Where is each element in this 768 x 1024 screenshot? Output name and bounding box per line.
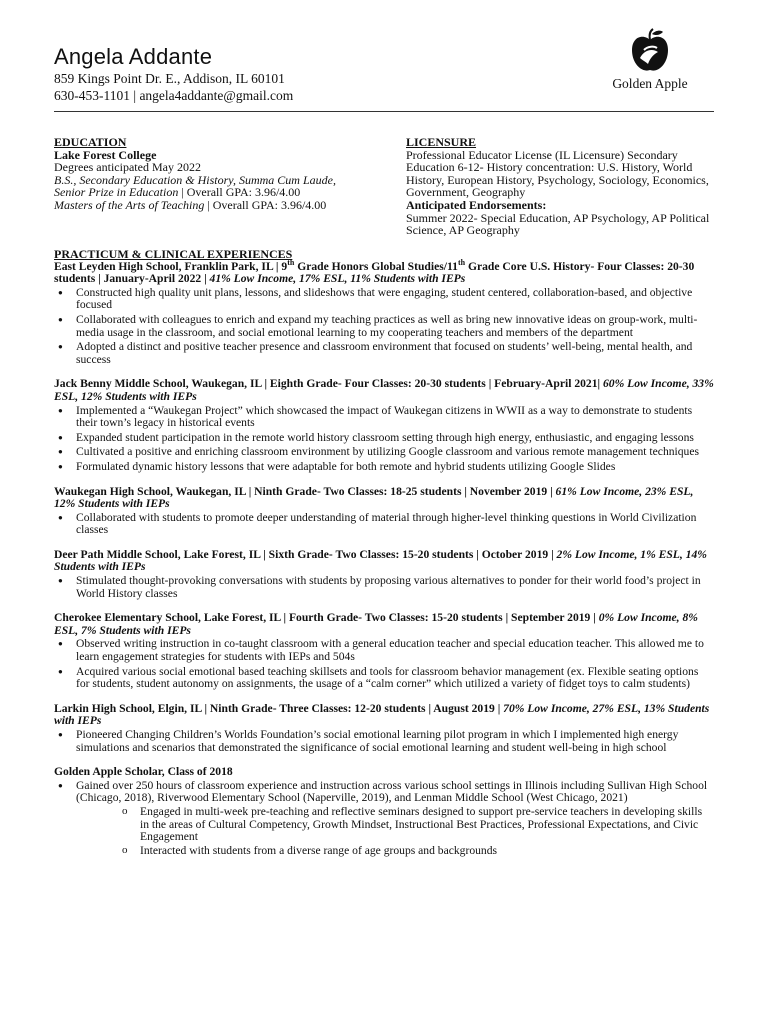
bullet-item: ● Acquired various social emotional based teaching skillsets and tools for classroom behavior management (ex. Flexible seating options for students, student autonomy on assignments, the usage of a “calm corner” which utilized a variety of fidget toys to calm students): [54, 666, 714, 691]
licensure-section: [406, 136, 716, 237]
experience-stats: 70% Low Income, 27% ESL, 13% Students with IEPs: [54, 701, 710, 728]
bullet-item: ● Collaborated with students to promote deeper understanding of material through higher-level thinking questions in World Civilization classes: [54, 512, 714, 537]
bullet-item: ● Cultivated a positive and enriching classroom environment by utilizing Google classroom and various remote management techniques: [54, 446, 714, 459]
experience-heading: [54, 486, 714, 511]
heading-part: Larkin High School, Elgin, IL | Ninth Grade- Three Classes: 12-20 students | August 2019 |: [54, 701, 504, 715]
sub-bullet-list: [76, 806, 714, 857]
golden-apple-logo: [600, 28, 700, 100]
licensure-title: LICENSURE: [406, 135, 477, 149]
address: 859 Kings Point Dr. E., Addison, IL 60101: [54, 71, 285, 86]
experience-heading: [54, 703, 714, 728]
heading-sup: th: [457, 257, 466, 267]
apple-icon: [630, 28, 670, 74]
bullet-item: ● Constructed high quality unit plans, lessons, and slideshows that were engaging, student centered, collaboration-based, and objective focused: [54, 287, 714, 312]
bullet-item: ● Observed writing instruction in co-taught classroom with a general education teacher and special education teacher. This allowed me to learn engagement strategies for students with IEPs and 504s: [54, 638, 714, 663]
experience-stats: 0% Low Income, 8% ESL, 7% Students with IEPs: [54, 611, 698, 637]
heading-part: East Leyden High School, Franklin Park, IL | 9: [54, 259, 288, 273]
experience-entry: [54, 378, 714, 473]
endorsements-label: Anticipated Endorsements:: [406, 197, 547, 212]
bullet-item: ● Expanded student participation in the remote world history classroom setting through high energy, enthusiastic, and engaging lessons: [54, 432, 714, 445]
contact-block: [54, 70, 293, 104]
bullet-item: ● Adopted a distinct and positive teacher presence and classroom environment that focused on students’ well-being, mental health, and success: [54, 341, 714, 366]
practicum-title: PRACTICUM & CLINICAL EXPERIENCES: [54, 247, 293, 261]
bullet-list: [54, 405, 714, 474]
experience-entry: [54, 549, 714, 600]
heading-part: Grade Honors Global Studies/11: [294, 259, 458, 273]
education-gpa2: | Overall GPA: 3.96/4.00: [204, 197, 327, 212]
sub-bullet-item: o Engaged in multi-week pre-teaching and reflective seminars designed to support pre-service teachers in developing skills in the areas of Cultural Competency, Growth Mindset, Instructional Best Practices, Professional Expectations, and Civic Engagement: [76, 806, 714, 844]
bullet-item: [54, 780, 714, 858]
experience-heading: [54, 257, 714, 286]
education-title: EDUCATION: [54, 135, 127, 149]
experience-heading: [54, 378, 714, 403]
education-school: Lake Forest College: [54, 147, 157, 162]
experience-entry: [54, 612, 714, 691]
heading-sup: th: [287, 257, 295, 267]
heading-part: Grade Core U.S. History- Four Classes: 20-30 students | January-April 2022 |: [54, 259, 695, 286]
bullet-item: ● Stimulated thought-provoking conversations with students by proposing various alternatives to ponder for their world food’s project in World History classes: [54, 575, 714, 600]
education-degree2: Masters of the Arts of Teaching: [54, 197, 205, 212]
heading-part: Deer Path Middle School, Lake Forest, IL | Sixth Grade- Two Classes: 15-20 students | October 2019 |: [54, 547, 557, 561]
logo-text: Golden Apple: [612, 76, 688, 91]
sub-bullet-item: o Interacted with students from a diverse range of age groups and backgrounds: [76, 845, 714, 858]
education-prize: Senior Prize in Education: [54, 185, 179, 200]
heading-part: Jack Benny Middle School, Waukegan, IL | Eighth Grade- Four Classes: 20-30 students | February-April 2021|: [54, 377, 603, 391]
candidate-name: Angela Addante: [54, 44, 213, 69]
practicum-section: [54, 248, 714, 869]
endorsements-text: Summer 2022- Special Education, AP Psychology, AP Political Science, AP Geography: [406, 210, 710, 238]
experience-entry: [54, 486, 714, 537]
bullet-item: ● Pioneered Changing Children’s Worlds Foundation’s social emotional learning pilot program in which I implemented high energy simulations and scenarios that demonstrated the significance of social emotional learning and student well-being in high school: [54, 729, 714, 754]
experience-entry: [54, 766, 714, 857]
experience-heading: Golden Apple Scholar, Class of 2018: [54, 765, 233, 779]
experience-stats: 41% Low Income, 17% ESL, 11% Students with IEPs: [209, 272, 466, 286]
header-divider: [54, 111, 714, 112]
licensure-text: Professional Educator License (IL Licensure) Secondary Education 6-12- History concentration: U.S. History, World History, European History, Psychology, Sociology, Economics, Government, Geography: [406, 147, 709, 200]
bullet-list: [54, 512, 714, 537]
education-degree1: B.S., Secondary Education & History, Summa Cum Laude,: [54, 172, 336, 187]
experience-entry: [54, 257, 714, 367]
education-section: [54, 136, 394, 212]
bullet-list: [54, 575, 714, 600]
education-gpa1: | Overall GPA: 3.96/4.00: [178, 185, 301, 200]
experience-entry: [54, 703, 714, 754]
experience-heading: [54, 549, 714, 574]
bullet-item: ● Implemented a “Waukegan Project” which showcased the impact of Waukegan citizens in WWII as a way to demonstrate to students their town’s legacy in historical events: [54, 405, 714, 430]
bullet-list: [54, 780, 714, 858]
bullet-list: [54, 638, 714, 690]
experience-stats: 61% Low Income, 23% ESL, 12% Students with IEPs: [54, 484, 694, 511]
bullet-text: Gained over 250 hours of classroom experience and instruction across various school settings in Illinois including Sullivan High School (Chicago, 2018), Riverwood Elementary School (Naperville, 2019), and Lenman Middle School (West Chicago, 2021): [76, 778, 708, 805]
experience-stats: 2% Low Income, 1% ESL, 14% Students with IEPs: [54, 547, 707, 574]
heading-part: Cherokee Elementary School, Lake Forest, IL | Fourth Grade- Two Classes: 15-20 students | September 2019 |: [54, 611, 599, 625]
bullet-item: ● Collaborated with colleagues to enrich and expand my teaching practices as well as bring new innovative ideas on group-work, multi-media usage in the classroom, and social emotional learning to my cooperating teachers and members of the department: [54, 314, 714, 339]
bullet-item: ● Formulated dynamic history lessons that were adaptable for both remote and hybrid students utilizing Google Slides: [54, 461, 714, 474]
experience-heading: [54, 612, 714, 637]
bullet-list: [54, 729, 714, 754]
bullet-list: [54, 287, 714, 367]
experience-stats: 60% Low Income, 33% ESL, 12% Students with IEPs: [54, 377, 714, 403]
phone-email: 630-453-1101 | angela4addante@gmail.com: [54, 88, 294, 103]
heading-part: Waukegan High School, Waukegan, IL | Ninth Grade- Two Classes: 18-25 students | November 2019 |: [54, 484, 556, 498]
education-anticipated: Degrees anticipated May 2022: [54, 160, 201, 175]
education-degree2-line: [54, 199, 394, 212]
